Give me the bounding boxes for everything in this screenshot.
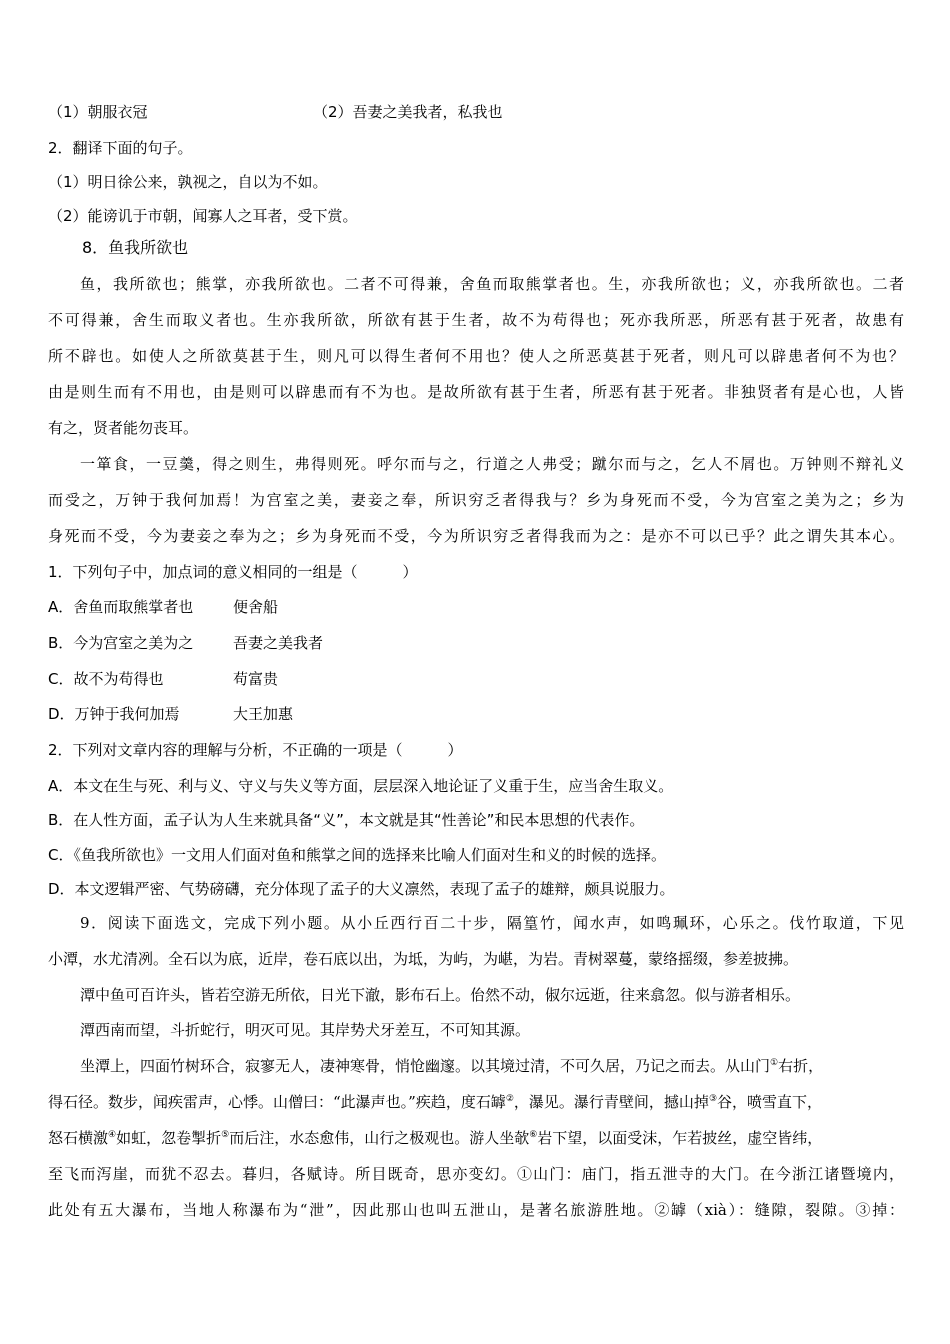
footnote-marker: ① [770, 1058, 779, 1068]
q8-q2-option-b: B．在人性方面，孟子认为人生来就具备“义”，本文就是其“性善论”和民本思想的代表作。 [48, 811, 645, 829]
footnote-marker: ④ [108, 1130, 117, 1140]
q8-passage-line: 由是则生而有不用也，由是则可以辟患而有不为也。是故所欲有甚于生者，所恶有甚于死者。非独贤者有是心也，人皆 [48, 383, 904, 401]
footnote-marker: ⑤ [221, 1130, 230, 1140]
q8-q1-option-a-pair: 便舍船 [233, 598, 279, 616]
q8-q2-option-c: C．《鱼我所欲也》一文用人们面对鱼和熊掌之间的选择来比喻人们面对生和义的时候的选择。 [48, 846, 666, 864]
q8-q1-option-b: B．今为宫室之美为之 [48, 634, 194, 652]
q7-item-1: （1）朝服衣冠 [48, 103, 148, 121]
q9-passage-line: 此处有五大瀑布，当地人称瀑布为“泄”，因此那山也叫五泄山，是著名旅游胜地。②罅（xià）：缝隙，裂隙。③掉： [48, 1201, 904, 1219]
q8-q1-option-c: C．故不为苟得也 [48, 670, 164, 688]
q9-passage-line: 得石径。数步，闻疾雷声，心悸。山僧曰：“此瀑声也。”疾趋，度石罅②，瀑见。瀑行青壁间，撼山掉③谷，喷雪直下， [48, 1093, 823, 1111]
q8-question-1-stem: 1．下列句子中，加点词的意义相同的一组是（ ） [48, 563, 418, 581]
q9-passage-line: 9．阅读下面选文，完成下列小题。从小丘西行百二十步，隔篁竹，闻水声，如鸣珮环，心乐之。伐竹取道，下见 [80, 914, 904, 932]
q8-q1-option-d-pair: 大王加惠 [233, 705, 294, 723]
q8-passage-line: 所不辟也。如使人之所欲莫甚于生，则凡可以得生者何不用也？使人之所恶莫甚于死者，则凡可以辟患者何不为也？ [48, 347, 904, 365]
q8-passage-line: 不可得兼，舍生而取义者也。生亦我所欲，所欲有甚于生者，故不为苟得也；死亦我所恶，所恶有甚于死者，故患有 [48, 311, 904, 329]
q8-q2-option-a: A．本文在生与死、利与义、守义与失义等方面，层层深入地论证了义重于生，应当舍生取义。 [48, 777, 674, 795]
q8-passage-line: 有之，贤者能勿丧耳。 [48, 419, 199, 437]
q8-question-2-stem: 2．下列对文章内容的理解与分析，不正确的一项是（ ） [48, 741, 463, 759]
q8-q1-option-c-pair: 苟富贵 [233, 670, 279, 688]
q9-passage-line: 潭中鱼可百许头，皆若空游无所依，日光下澈，影布石上。佁然不动，俶尔远逝，往来翕忽。似与游者相乐。 [80, 986, 801, 1004]
q7-sentence-1: （1）明日徐公来，孰视之，自以为不如。 [48, 173, 328, 191]
footnote-marker: ⑥ [529, 1130, 538, 1140]
q8-q1-option-b-pair: 吾妻之美我者 [233, 634, 324, 652]
q8-q1-option-d: D．万钟于我何加焉 [48, 705, 180, 723]
q9-passage-line: 至飞而泻崖，而犹不忍去。暮归，各赋诗。所目既奇，思亦变幻。①山门：庙门，指五泄寺的大门。在今浙江诸暨境内， [48, 1165, 904, 1183]
q9-passage-line: 怒石横激④如虹，忽卷掣折⑤而后注，水态愈伟，山行之极观也。游人坐欹⑥岩下望，以面受沫，乍若披丝，虚空皆纬， [48, 1129, 823, 1147]
footnote-marker: ② [505, 1094, 514, 1104]
q9-passage-line: 坐潭上，四面竹树环合，寂寥无人，凄神寒骨，悄怆幽邃。以其境过清，不可久居，乃记之而去。从山门①右折， [80, 1057, 824, 1075]
q7-translate-title: 2．翻译下面的句子。 [48, 139, 193, 157]
q8-passage-line: 而受之，万钟于我何加焉！为宫室之美，妻妾之奉，所识穷乏者得我与？乡为身死而不受，今为宫室之美为之；乡为 [48, 491, 904, 509]
q9-passage-line: 潭西南而望，斗折蛇行，明灭可见。其岸势犬牙差互，不可知其源。 [80, 1021, 531, 1039]
q8-passage-line: 一箪食，一豆羹，得之则生，弗得则死。呼尔而与之，行道之人弗受；蹴尔而与之，乞人不屑也。万钟则不辩礼义 [80, 455, 904, 473]
q8-passage-line: 身死而不受，今为妻妾之奉为之；乡为身死而不受，今为所识穷乏者得我而为之：是亦不可以已乎？此之谓失其本心。 [48, 527, 904, 545]
q8-q2-option-d: D．本文逻辑严密、气势磅礴，充分体现了孟子的大义凛然，表现了孟子的雄辩，颇具说服力。 [48, 880, 675, 898]
q7-item-2: （2）吾妻之美我者，私我也 [313, 103, 503, 121]
q8-passage-line: 鱼，我所欲也；熊掌，亦我所欲也。二者不可得兼，舍鱼而取熊掌者也。生，亦我所欲也；义，亦我所欲也。二者 [80, 275, 904, 293]
q9-passage-line: 小潭，水尤清冽。全石以为底，近岸，卷石底以出，为坻，为屿，为嵁，为岩。青树翠蔓，蒙络摇缀，参差披拂。 [48, 950, 799, 968]
q7-sentence-2: （2）能谤讥于市朝，闻寡人之耳者，受下赏。 [48, 207, 358, 225]
footnote-marker: ③ [708, 1094, 718, 1104]
q8-heading: 8．鱼我所欲也 [82, 238, 189, 257]
q8-q1-option-a: A．舍鱼而取熊掌者也 [48, 598, 194, 616]
